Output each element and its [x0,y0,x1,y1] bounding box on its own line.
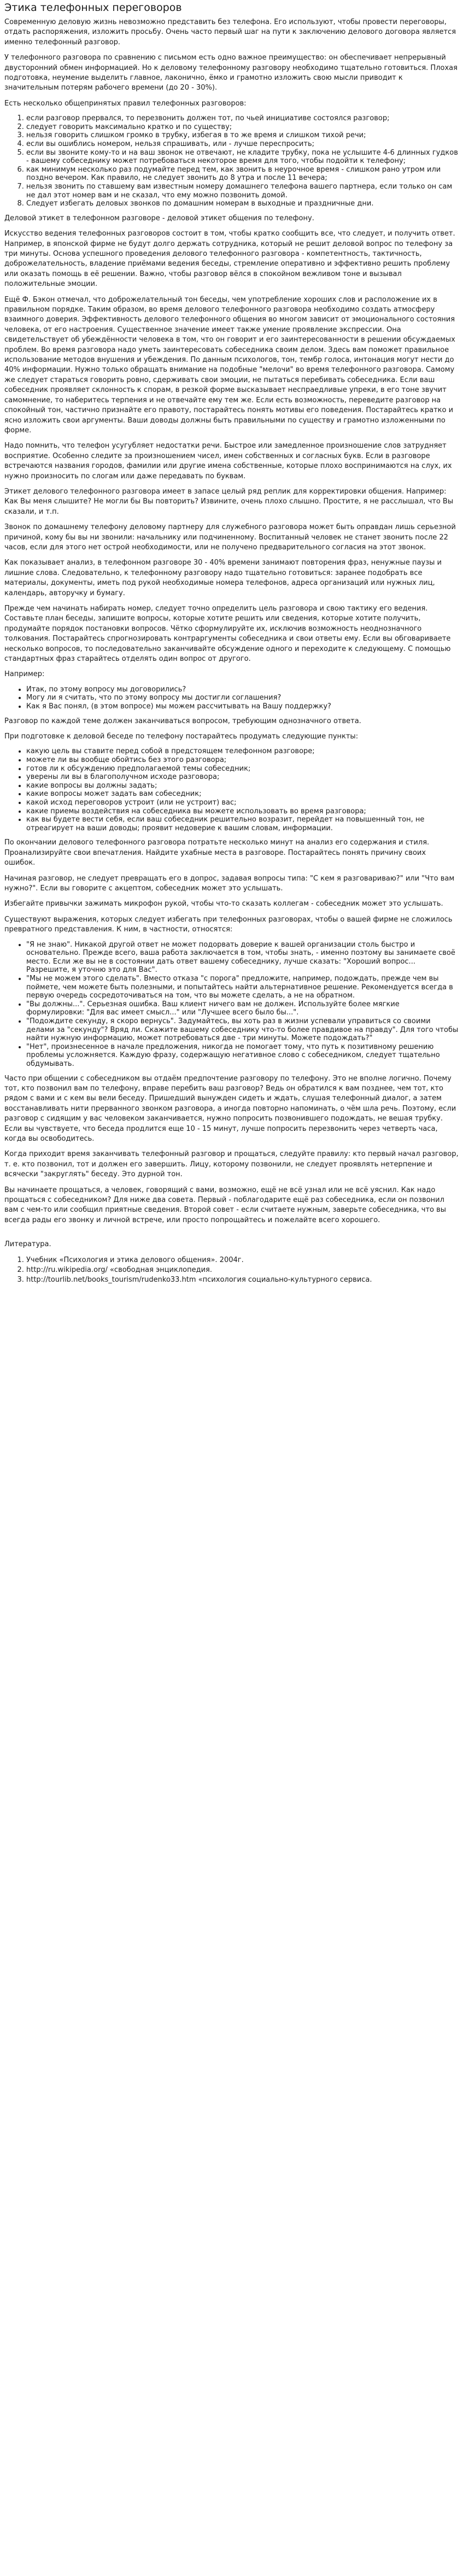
list-item: 2. следует говорить максимально кратко и по существу; [26,123,459,132]
list-item: • как вы будете вести себя, если ваш собеседник решительно возразит, перейдет на повышенный тон, не отреагирует на ваши доводы; проявит недоверие к вашим словам, информации. [26,815,459,832]
avoid-phrases-list [4,941,459,1069]
paragraph: Избегайте привычки зажимать микрофон рукой, чтобы что-то сказать коллегам - собеседник может это услышать. [4,900,443,908]
list-item: • "Подождите секунду, я скоро вернусь". Задумайтесь, вы хоть раз в жизни успевали управиться со своими делами за "секунду"? Вряд ли. Скажите вашему собеседнику что-то более правдивое на правду". Для того чтобы найти нужную информацию, может потребоваться две - три минуты. Можете подождать?" [26,1017,459,1043]
list-item: • какой исход переговоров устроит (или не устроит) вас; [26,799,459,807]
article [0,1,463,1286]
paragraph: Существуют выражения, которых следует избегать при телефонных разговорах, чтобы о вашей фирме не сложилось превратного представления. К ним, в частности, относятся: [4,915,453,934]
paragraph: Деловой этикет в телефонном разговоре - деловой этикет общения по телефону. [4,214,314,222]
list-item: • уверены ли вы в благополучном исходе разговора; [26,773,459,782]
examples-list [4,685,459,711]
paragraph: Как показывает анализ, в телефонном разговоре 30 - 40% времени занимают повторения фраз, ненужные паузы и лишние слова. Следовательно, к телефонному разговору надо тщательно готовиться: заранее подобрать все материалы, документы, иметь под рукой необходимые номера телефонов, адреса организаций или нужных лиц, календарь, авторучку и бумагу. [4,559,442,597]
list-item: • Могу ли я считать, что по этому вопросу мы достигли соглашения? [26,694,459,702]
list-item: 2. http://ru.wikipedia.org/ «свободная энциклопедия. [26,1265,459,1275]
list-item: • какую цель вы ставите перед собой в предстоящем телефонном разговоре; [26,747,459,756]
list-item: • готов ли к обсуждению предполагаемой темы собеседник; [26,765,459,773]
paragraph: При подготовке к деловой беседе по телефону постарайтесь продумать следующие пункты: [4,732,359,741]
list-item: • можете ли вы вообще обойтись без этого разговора; [26,756,459,765]
list-item: 1. Учебник «Психология и этика делового общения». 2004г. [26,1255,459,1265]
list-item: • "Нет", произнесенное в начале предложения, никогда не помогает тому, что путь к позитивному решению проблемы усложняется. Каждую фразу, содержащую негативное слово с собеседником, следует тщательно обдумывать. [26,1043,459,1069]
list-item: 8. Следует избегать деловых звонков по домашним номерам в выходные и праздничные дни. [26,199,459,208]
paragraph: Часто при общении с собеседником вы отдаём предпочтение разговору по телефону. Это не вполне логично. Почему тот, кто позвонил вам по телефону, вправе перебить ваш разговор? Ведь он обратился к вам позднее, чем тот, кто рядом с вами и с кем вы вели беседу. Пришедший вынужден сидеть и ждать, слушая телефонный диалог, а затем восстанавливать нити прерванного звонком разговора, а иногда повторно напоминать, о чём шла речь. Поэтому, если разговор с сидящим у вас человеком заканчивается, нужно попросить позвонившего подождать, не вешая трубку. Если вы чувствуете, что беседа продлится еще 10 - 15 минут, лучше попросить перезвонить через четверть часа, когда вы освободитесь. [4,1074,456,1143]
literature-list [4,1255,459,1286]
paragraph: Современную деловую жизнь невозможно представить без телефона. Его используют, чтобы провести переговоры, отдать распоряжения, изложить просьбу. Очень часто первый шаг на пути к заключению делового договора является именно телефонный разговор. [4,18,456,46]
list-item: • какие вопросы вы должны задать; [26,782,459,790]
paragraph: У телефонного разговора по сравнению с письмом есть одно важное преимущество: он обеспечивает непрерывный двусторонний обмен информацией. Но к деловому телефонному разговору необходимо тщательно готовиться. Плохая подготовка, неумение выделить главное, лаконично, ёмко и грамотно изложить свою мысли приводит к значительным потерям рабочего времени (до 20 - 30%). [4,54,458,92]
paragraph: Например: [4,670,45,679]
paragraph: Прежде чем начинать набирать номер, следует точно определить цель разговора и свою тактику его ведения. Составьте план беседы, запишите вопросы, которые хотите решить или сведения, которые хотите получить, продумайте порядок постановки вопросов. Чётко сформулируйте их, исключив возможность неоднозначного толкования. Постарайтесь спрогнозировать контраргументы собеседника и свои ответы ему. Если вы обговариваете несколько вопросов, то последовательно заканчивайте обсуждение одного и переходите к следующему. С помощью стандартных фраз старайтесь отделять один вопрос от другого. [4,605,451,664]
paragraph: По окончании делового телефонного разговора потратьте несколько минут на анализ его содержания и стиля. Проанализируйте свои впечатления. Найдите ухабные места в разговоре. Постарайтесь понять причину своих ошибок. [4,838,430,867]
list-item: • "Вы должны...". Серьезная ошибка. Ваш клиент ничего вам не должен. Используйте более мягкие формулировки: "Для вас имеет смысл..." или "Лучшее всего было бы...". [26,1000,459,1017]
list-item: • какие приемы воздействия на собеседника вы можете использовать во время разговора; [26,807,459,816]
paragraph: Когда приходит время заканчивать телефонный разговор и прощаться, следуйте правилу: кто первый начал разговор, т. е. кто позвонил, тот и должен его завершить. Лицу, которому позвонили, не следует проявлять нетерпение и всячески "закруглять" беседу. Это дурной тон. [4,1150,459,1179]
list-item: 1. если разговор прервался, то перезвонить должен тот, по чьей инициативе состоялся разговор; [26,114,459,123]
list-item: 3. http://tourlib.net/books_tourism/rudenko33.htm «психология социально-культурного сервиса. [26,1275,459,1285]
list-item: • какие вопросы может задать вам собеседник; [26,790,459,799]
paragraph: Искусство ведения телефонных разговоров состоит в том, чтобы кратко сообщить все, что следует, и получить ответ. Например, в японской фирме не будут долго держать сотрудника, который не решит деловой вопрос по телефону за три минуты. Основа успешного проведения делового телефонного разговора - компетентность, тактичность, доброжелательность, владение приёмами ведения беседы, стремление оперативно и эффективно решить проблему или оказать помощь в её решении. Важно, чтобы разговор вёлся в спокойном вежливом тоне и вызывал положительные эмоции. [4,230,455,289]
list-item: • "Мы не можем этого сделать". Вместо отказа "с порога" предложите, например, подождать, прежде чем вы поймете, чем можете быть полезными, и попытайтесь найти альтернативное решение. Рекомендуется всегда в первую очередь сосредоточиваться на том, что вы можете сделать, а не на обратном. [26,975,459,1000]
list-item: 6. как минимум несколько раз подумайте перед тем, как звонить в неурочное время - слишком рано утром или поздно вечером. Как правило, не следует звонить до 8 утра и после 11 вечера; [26,166,459,183]
paragraph: Надо помнить, что телефон усугубляет недостатки речи. Быстрое или замедленное произношение слов затрудняет восприятие. Особенно следите за произношением чисел, имен собственных и согласных букв. Если в разговоре встречаются названия городов, фамилии или другие имена собственные, которые плохо воспринимаются на слух, их нужно произносить по слогам или даже передавать по буквам. [4,442,452,480]
list-item: • Итак, по этому вопросу мы договорились? [26,685,459,694]
paragraph: Разговор по каждой теме должен заканчиваться вопросом, требующим однозначного ответа. [4,717,361,725]
paragraph: Начиная разговор, не следует превращать его в допрос, задавая вопросы типа: "С кем я разговариваю?" или "Что вам нужно?". Если вы говорите с акцептом, собеседник может это услышать. [4,874,455,893]
paragraph: Этикет делового телефонного разговора имеет в запасе целый ряд реплик для корректировки общения. Например: Как Вы меня слышите? Не могли бы Вы повторить? Извините, очень плохо слышно. Простите, я не расслышал, что Вы сказали, и т.п. [4,487,454,516]
preparation-list [4,747,459,832]
list-item: • Как я Вас понял, (в этом вопросе) мы можем рассчитывать на Вашу поддержку? [26,702,459,711]
list-item: 4. если вы ошиблись номером, нельзя спрашивать, или - лучше переспросить; [26,140,459,149]
paragraph: Есть несколько общепринятых правил телефонных разговоров: [4,99,247,108]
list-item: 3. нельзя говорить слишком громко в трубку, избегая в то же время и слишком тихой речи; [26,131,459,140]
rules-list [4,114,459,208]
paragraph: Звонок по домашнему телефону деловому партнеру для служебного разговора может быть оправдан лишь серьезной причиной, кому бы вы ни звонили: начальнику или подчиненному. Воспитанный человек не станет звонить после 22 часов, если для этого нет острой необходимости, или не получено предварительного согласия на этот звонок. [4,523,456,551]
literature-heading: Литература. [4,1240,51,1249]
list-item: • "Я не знаю". Никакой другой ответ не может подорвать доверие к вашей организации столь быстро и основательно. Прежде всего, ваша работа заключается в том, чтобы знать, - именно поэтому вы занимаете своё место. Если же вы не в состоянии дать ответ вашему собеседнику, лучше сказать: "Хороший вопрос... Разрешите, я уточню это для Вас". [26,941,459,975]
page-title: Этика телефонных переговоров [4,2,182,14]
list-item: 5. если вы звоните кому-то и на ваш звонок не отвечают, не кладите трубку, пока не услышите 4-6 длинных гудков - вашему собеседнику может потребоваться некоторое время для того, чтобы подойти к телефону; [26,149,459,166]
list-item: 7. нельзя звонить по ставшему вам известным номеру домашнего телефона вашего партнера, если только он сам не дал этот номер вам и не сказал, что ему можно позвонить домой. [26,183,459,199]
paragraph: Вы начинаете прощаться, а человек, говорящий с вами, возможно, ещё не всё узнал или не всё уяснил. Как надо прощаться с собеседником? Для ниже два совета. Первый - поблагодарите ещё раз собеседника, если он позвонил вам с чем-то или сообщил приятные сведения. Второй совет - если считаете нужным, заверьте собеседника, что вы всегда рады его звонку и личной встрече, или просто попрощайтесь и пожелайте всего хорошего. [4,1186,447,1224]
paragraph: Ещё Ф. Бэкон отмечал, что доброжелательный тон беседы, чем употребление хороших слов и расположение их в правильном порядке. Таким образом, во время делового телефонного разговора необходимо создать атмосферу взаимного доверия. Эффективность делового телефонного общения во многом зависит от эмоционального состояния человека, от его настроения. Существенное значение имеет также умение проявление экспрессии. Она свидетельствует об убеждённости человека в том, что он говорит и его заинтересованности в решении обсуждаемых проблем. Во время разговора надо уметь заинтересовать собеседника своим делом. Здесь вам поможет правильное использование методов внушения и убеждения. По данным психологов, тон, тембр голоса, интонация могут нести до 40% информации. Нужно только обращать внимание на подобные "мелочи" во время телефонного разговора. Самому же следует стараться говорить ровно, сдерживать свои эмоции, не пытаться перебивать собеседника. Если ваш собеседник проявляет склонность к спорам, в резкой форме высказывает неспраедливые упреки, в его тоне звучит самомнение, то наберитесь терпения и не отвечайте ему тем же. Если есть возможность, переведите разговор на спокойный тон, частично признайте его правоту, постарайтесь понять мотивы его поведения. Постарайтесь кратко и ясно изложить свои аргументы. Ваши доводы должны быть правильными по существу и грамотно изложенными по форме. [4,295,455,435]
